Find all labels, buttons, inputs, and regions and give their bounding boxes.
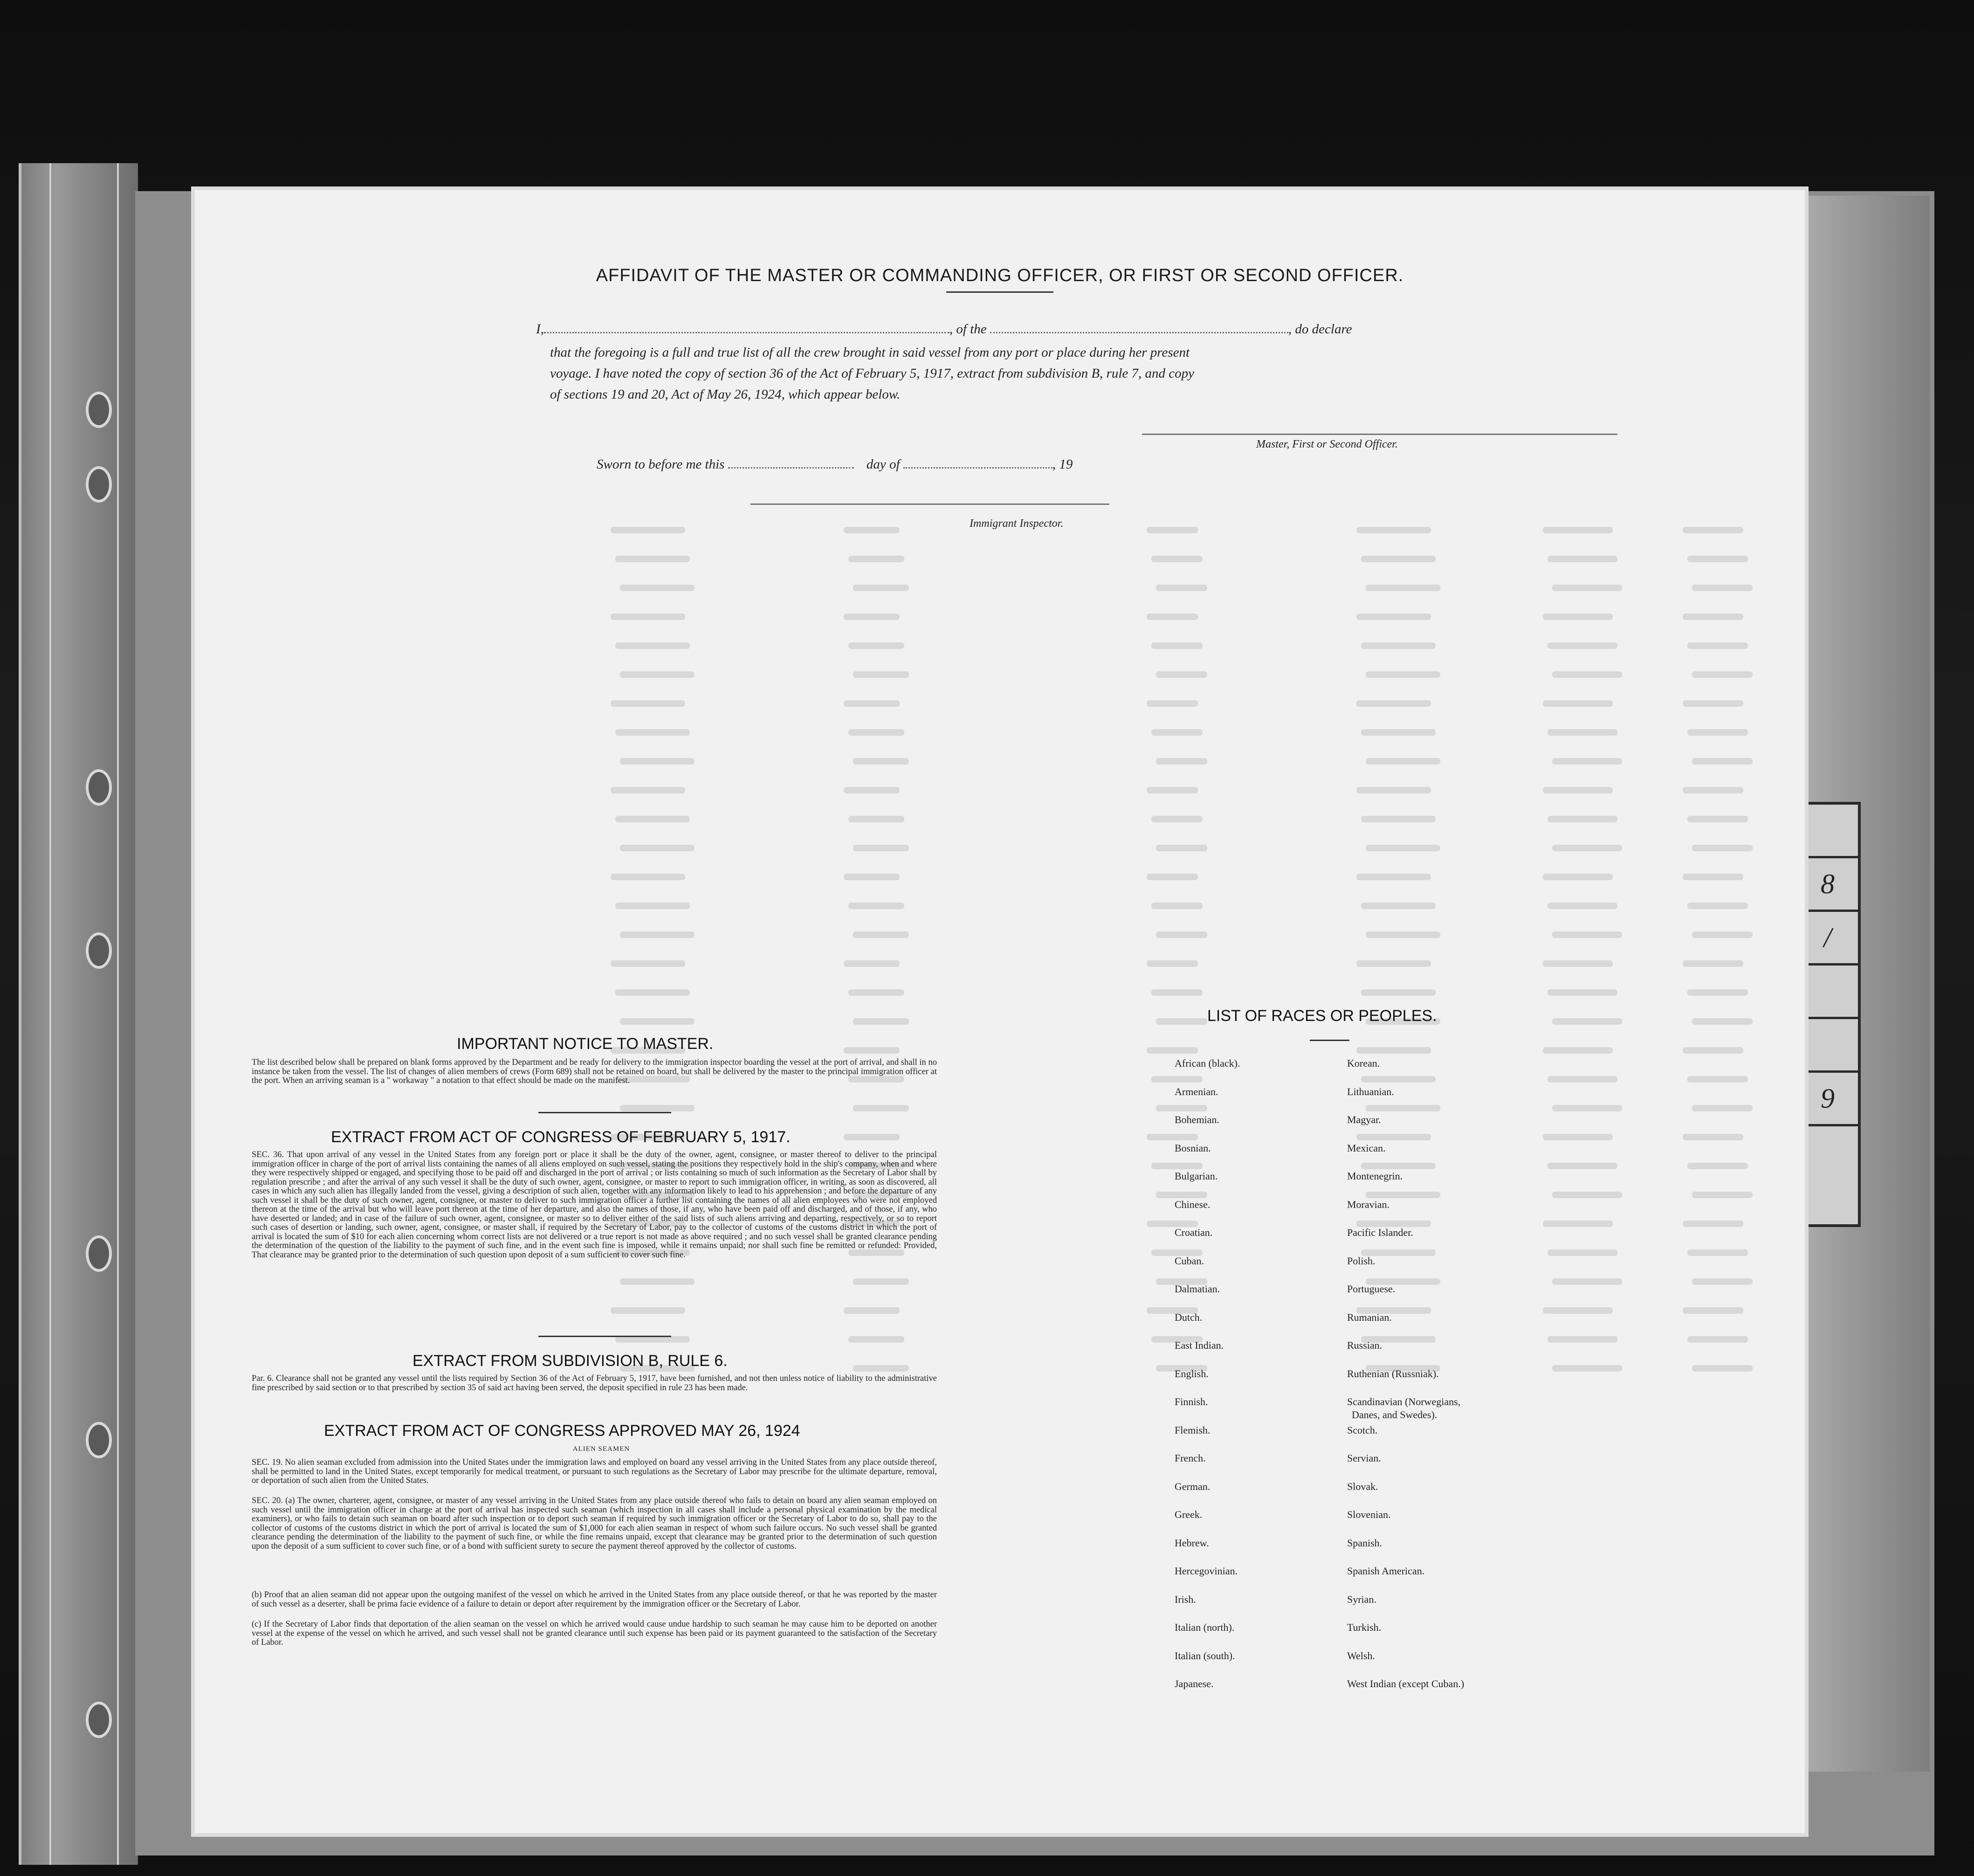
race-entry: Slovak.	[1347, 1480, 1378, 1492]
race-entry: Montenegrin.	[1347, 1170, 1403, 1182]
race-entry: Dalmatian.	[1175, 1283, 1220, 1295]
race-entry: Turkish.	[1347, 1621, 1382, 1633]
race-entry: Hebrew.	[1175, 1537, 1209, 1549]
race-entry: German.	[1175, 1480, 1211, 1492]
race-entry: Slovenian.	[1347, 1509, 1391, 1520]
extract-rule6-title: EXTRACT FROM SUBDIVISION B, RULE 6.	[413, 1352, 728, 1370]
extract-1924-sec20a: SEC. 20. (a) The owner, charterer, agent, consignee, or master of any vessel arriving in the United States from any place outside thereof who fails to detain on board any alien seaman employed on such vessel until the immigration officer in charge at the port of arrival has inspected such seaman (which inspection in all cases shall include a personal physical examination by the medical examiners), or who fails to detain such seaman on board after such inspection or to deport such seaman if required by such immigration officer or the Secretary of Labor to do so, shall pay to the collector of customs of the customs district in which the port of arrival is located the sum of $1,000 for each alien seaman in respect of whom such failure occurs. No such vessel shall be granted clearance pending the determination of the liability to the payment of such fine, or while the fine remains unpaid, except that clearance may be granted prior to the determination of such question upon the deposit of a sum sufficient to cover such fine, or of a bond with sufficient surety to secure the payment thereof approved by the collector of customs.	[252, 1496, 937, 1551]
binding-hole	[86, 392, 112, 428]
race-entry: Polish.	[1347, 1255, 1376, 1267]
race-entry: Finnish.	[1175, 1396, 1208, 1407]
race-entry: East Indian.	[1175, 1339, 1224, 1351]
affidavit-line-4: of sections 19 and 20, Act of May 26, 1924, which appear below.	[550, 387, 901, 402]
extract-1917-title: EXTRACT FROM ACT OF CONGRESS OF FEBRUARY 5, 1917.	[331, 1128, 791, 1146]
divider	[946, 291, 1053, 293]
sworn-line: Sworn to before me this day of , 19	[597, 457, 1073, 472]
race-entry: Croatian.	[1175, 1227, 1213, 1238]
race-entry: Japanese.	[1175, 1678, 1214, 1690]
tally-mark: 8	[1797, 858, 1858, 912]
race-entry: Magyar.	[1347, 1114, 1381, 1125]
race-entry: Servian.	[1347, 1452, 1381, 1464]
affidavit-page	[191, 186, 1809, 1837]
binding-hole	[86, 1235, 112, 1272]
notice-text: The list described below shall be prepared on blank forms approved by the Department and be ready for delivery to the immigration inspector boarding the vessel at the port of arrival, and shall in no instance be taken from the vessel. The list of changes of alien members of crews (Form 689) shall not be retained on board, but shall be delivered by the master to the principal immigration officer at the port. When an arriving seaman is a " workaway " a notation to that effect should be made on the manifest.	[252, 1058, 937, 1085]
race-entry: Bohemian.	[1175, 1114, 1219, 1125]
race-entry: Hercegovinian.	[1175, 1565, 1238, 1577]
race-entry: Korean.	[1347, 1057, 1380, 1069]
race-entry: Armenian.	[1175, 1085, 1218, 1097]
race-entry: Chinese.	[1175, 1198, 1211, 1210]
race-entry: Dutch.	[1175, 1311, 1203, 1323]
extract-1924-sec20c: (c) If the Secretary of Labor finds that deportation of the alien seaman on the vessel on which he arrived would cause undue hardship to such seaman he may cause him to be deported on another vessel at the expense of the vessel on which he arrived, and such vessel shall not be granted clearance until such expense has been paid or its payment guaranteed to the satisfaction of the Secretary of Labor.	[252, 1620, 937, 1647]
notice-title: IMPORTANT NOTICE TO MASTER.	[457, 1035, 714, 1053]
race-entry: French.	[1175, 1452, 1206, 1464]
tally-mark: 9	[1797, 1073, 1858, 1126]
affidavit-line-1: I, , of the , do declare	[536, 322, 1352, 337]
master-label: Master, First or Second Officer.	[1256, 438, 1398, 450]
affidavit-line-3: voyage. I have noted the copy of section 36 of the Act of February 5, 1917, extract from subdivision B, rule 7, and copy	[550, 366, 1195, 381]
race-entry: Russian.	[1347, 1339, 1382, 1351]
affidavit-line-2: that the foregoing is a full and true list of all the crew brought in said vessel from any port or place during her present	[550, 345, 1190, 360]
race-entry: Spanish.	[1347, 1537, 1382, 1549]
race-entry: Ruthenian (Russniak).	[1347, 1367, 1439, 1379]
extract-1917-text: SEC. 36. That upon arrival of any vessel in the United States from any foreign port or place it shall be the duty of the owner, agent, consignee, or master thereof to deliver to the principal immigration officer in charge of the port of arrival lists containing the names of all aliens employed on such vessel, stating the positions they respectively hold in the ship's company, when and where they were respectively shipped or engaged, and specifying those to be paid off and discharged in the port of arrival ; or lists containing so much of such information as the Secretary of Labor shall by regulation prescribe ; and after the arrival of any such vessel it shall be the duty of such owner, agent, consignee, or master to report to such immigration officer, in writing, as soon as discovered, all cases in which any such alien has illegally landed from the vessel, giving a description of such alien, together with any information likely to lead to his apprehension ; and before the departure of any such vessel it shall be the duty of such owner, agent, consignee, or master to deliver to such immigration officer a further list containing the names of all alien employees who were not employed thereon at the time of the arrival but who will leave port thereon at the time of her departure, and also the names of those, if any, who have been paid off and discharged, and of those, if any, who have deserted or landed; and in case of the failure of such owner, agent, consignee, or master so to deliver either of the said lists of such aliens arriving and departing, respectively, or so to report such cases of desertion or landing, such owner, agent, consignee, or master shall, if required by the Secretary of Labor, pay to the collector of customs of the customs district in which the port of arrival is located the sum of $10 for each alien concerning whom correct lists are not delivered or a true report is not made as above required ; and no such vessel shall be granted clearance pending the determination of the question of the liability to the payment of such fine, and in the event such fine is imposed, while it remains unpaid; nor shall such fine be remitted or refunded: Provided, That clearance may be granted prior to the determination of such question upon deposit of a sum sufficient to cover such fine.	[252, 1150, 937, 1260]
binding-hole	[86, 1422, 112, 1458]
race-entry: African (black).	[1175, 1057, 1240, 1069]
divider	[1310, 1040, 1349, 1041]
affidavit-title: AFFIDAVIT OF THE MASTER OR COMMANDING OFFICER, OR FIRST OR SECOND OFFICER.	[596, 266, 1404, 285]
race-entry: Moravian.	[1347, 1198, 1390, 1210]
race-entry: Bosnian.	[1175, 1142, 1211, 1154]
race-entry: Spanish American.	[1347, 1565, 1425, 1577]
race-entry: Portuguese.	[1347, 1283, 1396, 1295]
race-entry: Cuban.	[1175, 1255, 1204, 1267]
extract-1924-sec19: SEC. 19. No alien seaman excluded from admission into the United States under the immigration laws and employed on board any vessel arriving in the United States from any place outside thereof, shall be permitted to land in the United States, except temporarily for medical treatment, or pursuant to such regulations as the Secretary of Labor may prescribe for the ultimate departure, removal, or deportation of such alien from the United States.	[252, 1458, 937, 1485]
inspector-signature-line	[750, 503, 1109, 505]
race-entry: Scotch.	[1347, 1424, 1378, 1436]
extract-1924-title: EXTRACT FROM ACT OF CONGRESS APPROVED MAY 26, 1924	[324, 1422, 800, 1440]
inspector-label: Immigrant Inspector.	[970, 517, 1064, 530]
race-entry: Greek.	[1175, 1509, 1203, 1520]
race-entry: Bulgarian.	[1175, 1170, 1218, 1182]
race-entry: Mexican.	[1347, 1142, 1386, 1154]
tally-mark: /	[1797, 912, 1858, 966]
race-entry: West Indian (except Cuban.)	[1347, 1678, 1465, 1690]
race-entry: Scandinavian (Norwegians,	[1347, 1396, 1461, 1407]
race-entry: Welsh.	[1347, 1649, 1375, 1662]
race-entry: English.	[1175, 1367, 1209, 1379]
binding-hole	[86, 932, 112, 969]
extract-rule6-text: Par. 6. Clearance shall not be granted any vessel until the lists required by Section 36 of the Act of February 5, 1917, have been furnished, and not then unless notice of liability to the administrative fine prescribed by said section or to that prescribed by section 35 of said act having been served, the deposit specified in rule 23 has been made.	[252, 1374, 937, 1393]
binding-hole	[86, 466, 112, 503]
race-entry: Rumanian.	[1347, 1311, 1392, 1323]
master-signature-line	[1142, 434, 1617, 435]
race-entry: Lithuanian.	[1347, 1085, 1394, 1097]
race-entry: Italian (south).	[1175, 1649, 1235, 1662]
extract-1924-subtitle: ALIEN SEAMEN	[572, 1445, 630, 1453]
race-entry: Flemish.	[1175, 1424, 1211, 1436]
race-entry: Italian (north).	[1175, 1621, 1235, 1633]
divider	[538, 1336, 671, 1337]
divider	[538, 1112, 671, 1113]
race-entry: Pacific Islander.	[1347, 1227, 1413, 1238]
race-entry: Syrian.	[1347, 1593, 1376, 1605]
extract-1924-sec20b: (b) Proof that an alien seaman did not appear upon the outgoing manifest of the vessel on which he arrived in the United States from any place outside thereof, or that he was reported by the master of such vessel as a deserter, shall be prima facie evidence of a failure to detain or deport after requirement by the immigration officer or the Secretary of Labor.	[252, 1590, 937, 1609]
race-entry: Danes, and Swedes).	[1352, 1409, 1438, 1421]
binding-hole	[86, 1702, 112, 1738]
binding-hole	[86, 769, 112, 806]
race-entry: Irish.	[1175, 1593, 1196, 1605]
races-title: LIST OF RACES OR PEOPLES.	[1207, 1007, 1437, 1025]
binding-strip	[19, 163, 138, 1865]
